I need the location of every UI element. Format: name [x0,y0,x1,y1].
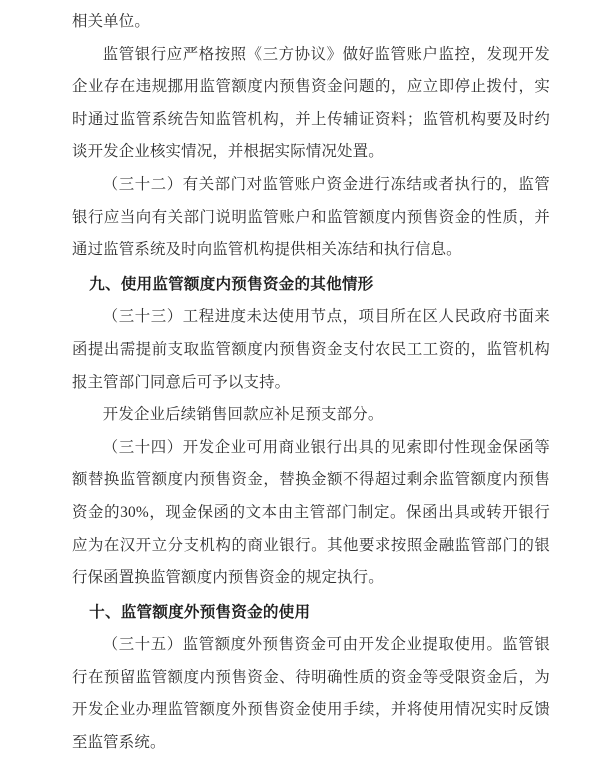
paragraph-article-34: （三十四）开发企业可用商业银行出具的见索即付性现金保函等额替换监管额度内预售资金，替换金额不得超过剩余监管额度内预售资金的30%，现金保函的文本由主管部门制定。保函出具或转开银行应为在汉开立分支机构的商业银行。其他要求按照金融监管部门的银行保函置换监管额度内预售资金的规定执行。 [72,438,550,587]
paragraph-article-35: （三十五）监管额度外预售资金可由开发企业提取使用。监管银行在预留监管额度内预售资金、待明确性质的资金等受限资金后，为开发企业办理监管额度外预售资金使用手续，并将使用情况实时反馈至监管系统。 [72,636,550,752]
section-heading-nine: 九、使用监管额度内预售资金的其他情形 [89,275,374,293]
section-spacer [72,267,550,268]
section-heading-ten: 十、监管额度外预售资金的使用 [89,603,311,621]
paragraph-repayment-note: 开发企业后续销售回款应补足预支部分。 [102,406,384,424]
paragraph-continuation: 相关单位。 [72,13,150,30]
paragraph-supervision-bank: 监管银行应严格按照《三方协议》做好监管账户监控，发现开发企业存在违规挪用监管额度内预售资金问题的，应立即停止拨付，实时通过监管系统告知监管机构，并上传辅证资料；监管机构要及时约谈开发企业核实情况，并根据实际情况处置。 [72,45,550,161]
section-spacer-two [72,595,550,596]
paragraph-article-33: （三十三）工程进度未达使用节点，项目所在区人民政府书面来函提出需提前支取监管额度内预售资金支付农民工工资的，监管机构报主管部门同意后可予以支持。 [72,308,550,391]
paragraph-article-32: （三十二）有关部门对监管账户资金进行冻结或者执行的，监管银行应当向有关部门说明监管账户和监管额度内预售资金的性质，并通过监管系统及时向监管机构提供相关冻结和执行信息。 [72,175,550,259]
document-body [72,6,550,760]
